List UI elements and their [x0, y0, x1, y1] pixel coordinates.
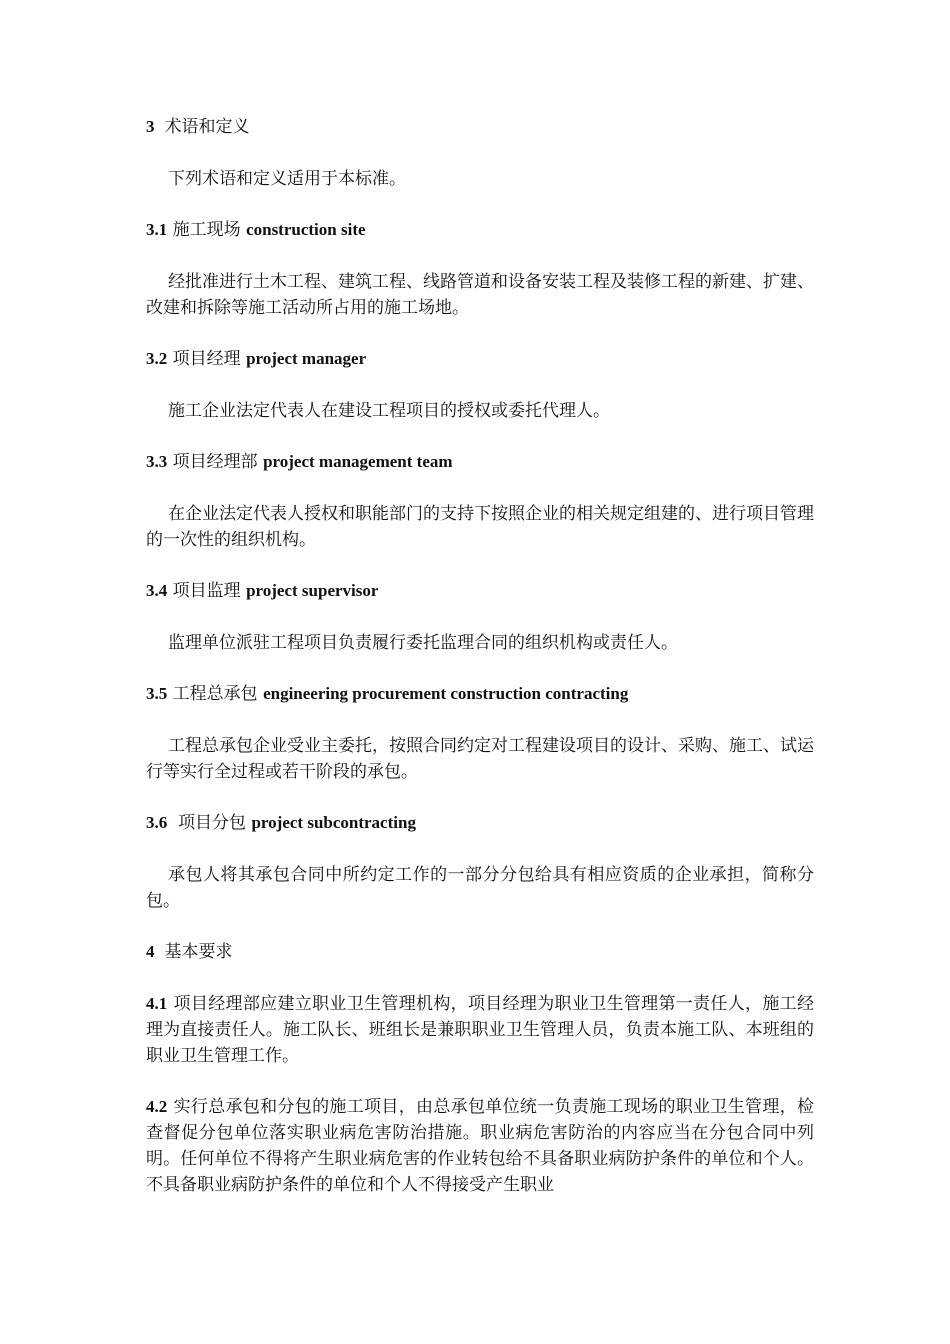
- term-definition-3-5: 工程总承包企业受业主委托，按照合同约定对工程建设项目的设计、采购、施工、试运行等实行全过程或若干阶段的承包。: [146, 736, 814, 782]
- term-zh: 项目经理: [172, 349, 241, 369]
- requirement-4-1: [146, 991, 814, 1069]
- term-definition-3-3: 在企业法定代表人授权和职能部门的支持下按照企业的相关规定组建的、进行项目管理的一次性的组织机构。: [146, 504, 814, 550]
- term-en: project manager: [246, 349, 367, 368]
- term-zh: 工程总承包: [172, 684, 258, 704]
- term-en: engineering procurement construction contracting: [263, 684, 629, 703]
- section-4-heading: [146, 939, 814, 965]
- document-content: [146, 114, 814, 1223]
- term-definition-3-4: 监理单位派驻工程项目负责履行委托监理合同的组织机构或责任人。: [168, 633, 678, 653]
- term-heading-3-5: [146, 681, 814, 707]
- term-heading-3-6: [146, 810, 814, 836]
- term-zh: 项目分包: [178, 813, 247, 833]
- requirement-4-2: [146, 1094, 814, 1198]
- requirement-number: 4.1: [146, 994, 168, 1013]
- term-en: project subcontracting: [251, 813, 416, 832]
- section-3-heading: [146, 114, 814, 140]
- term-number: 3.5: [146, 684, 168, 703]
- term-heading-3-3: [146, 449, 814, 475]
- requirement-text: 实行总承包和分包的施工项目，由总承包单位统一负责施工现场的职业卫生管理，检查督促分包单位落实职业病危害防治措施。职业病危害防治的内容应当在分包合同中列明。任何单位不得将产生职业病危害的作业转包给不具备职业病防护条件的单位和个人。不具备职业病防护条件的单位和个人不得接受产生职业: [146, 1097, 814, 1195]
- section-title: 基本要求: [164, 942, 233, 962]
- term-definition-3-1: 经批准进行土木工程、建筑工程、线路管道和设备安装工程及装修工程的新建、扩建、改建和拆除等施工活动所占用的施工场地。: [146, 272, 814, 318]
- term-number: 3.3: [146, 452, 168, 471]
- term-en: construction site: [246, 220, 366, 239]
- term-number: 3.4: [146, 581, 168, 600]
- requirement-text: 项目经理部应建立职业卫生管理机构，项目经理为职业卫生管理第一责任人，施工经理为直接责任人。施工队长、班组长是兼职职业卫生管理人员，负责本施工队、本班组的职业卫生管理工作。: [146, 994, 814, 1066]
- term-definition-3-6: 承包人将其承包合同中所约定工作的一部分分包给具有相应资质的企业承担，简称分包。: [146, 865, 814, 911]
- requirement-number: 4.2: [146, 1097, 168, 1116]
- term-zh: 项目经理部: [172, 452, 258, 472]
- term-number: 3.6: [146, 813, 168, 832]
- term-heading-3-2: [146, 346, 814, 372]
- term-en: project supervisor: [246, 581, 379, 600]
- section-number: 3: [146, 117, 155, 136]
- term-zh: 施工现场: [172, 220, 241, 240]
- term-zh: 项目监理: [172, 581, 241, 601]
- term-definition-3-2: 施工企业法定代表人在建设工程项目的授权或委托代理人。: [168, 401, 610, 421]
- section-title: 术语和定义: [164, 117, 250, 137]
- section-number: 4: [146, 942, 155, 961]
- term-number: 3.1: [146, 220, 168, 239]
- term-heading-3-4: [146, 578, 814, 604]
- term-number: 3.2: [146, 349, 168, 368]
- term-en: project management team: [263, 452, 453, 471]
- section-3-intro: 下列术语和定义适用于本标准。: [168, 169, 406, 189]
- term-heading-3-1: [146, 217, 814, 243]
